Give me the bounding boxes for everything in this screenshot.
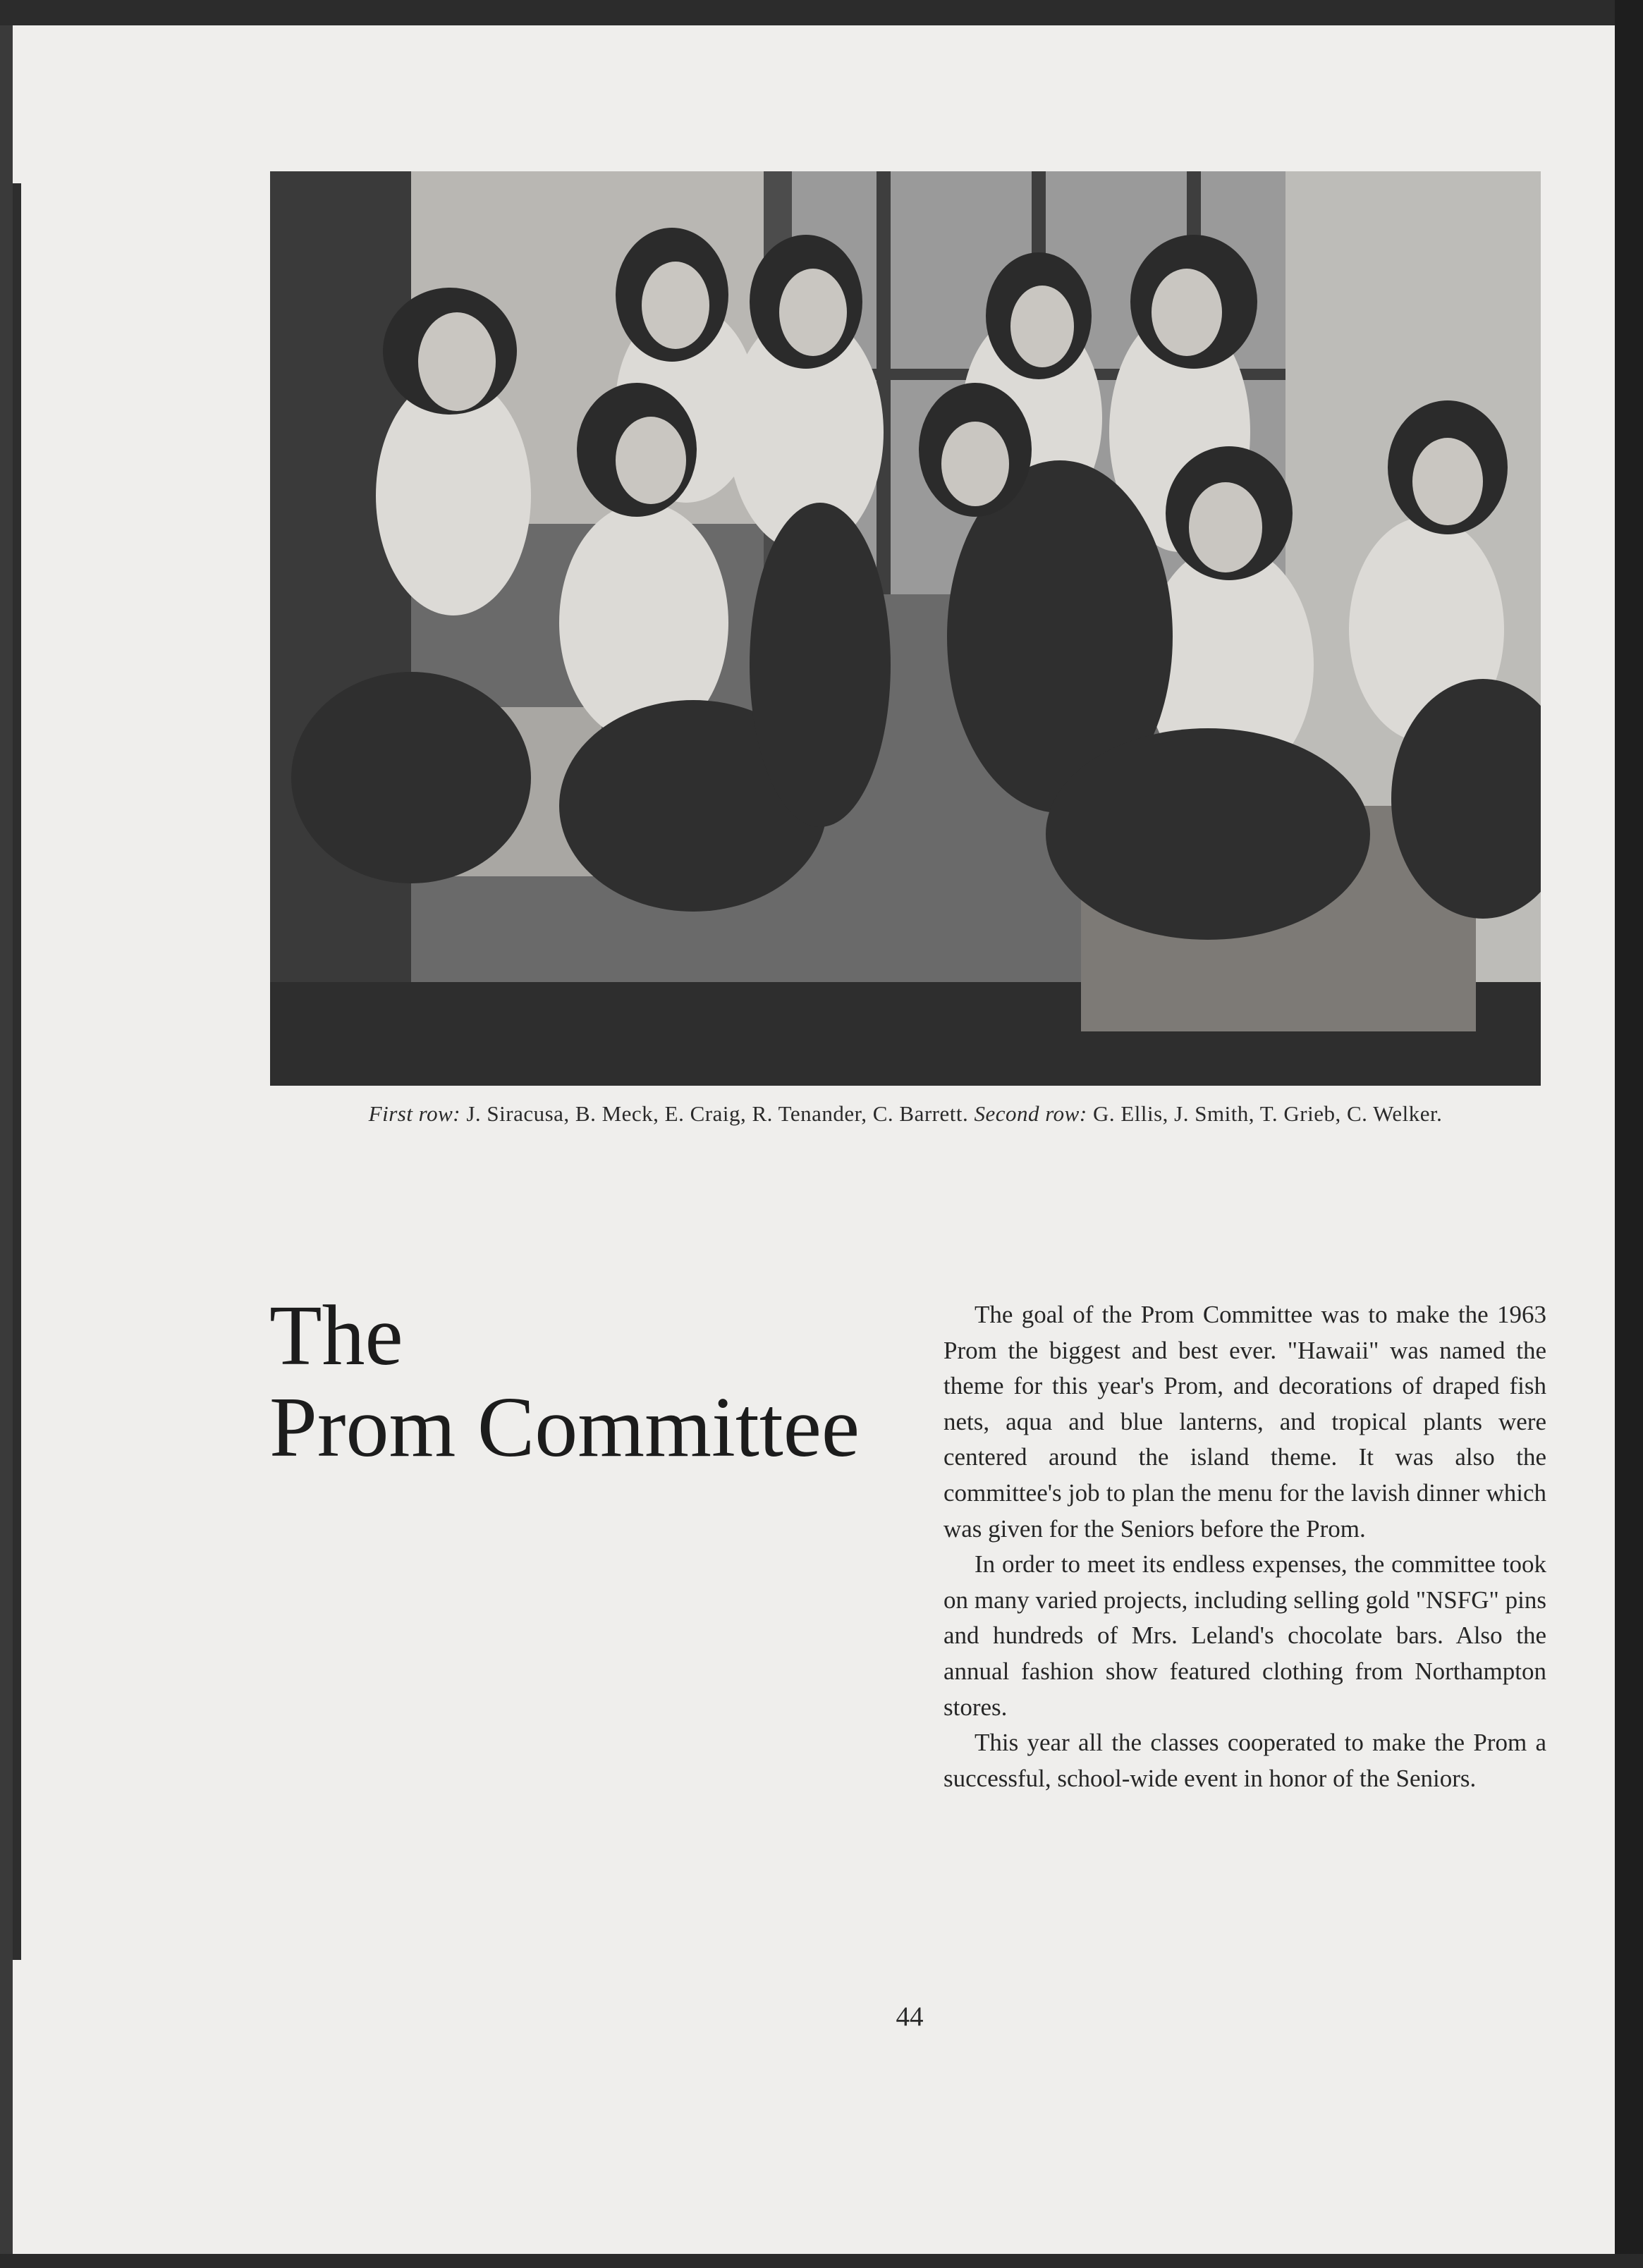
body-paragraph: In order to meet its endless expenses, the committee took on many varied projects, including selling gold "NSFG" pins and hundreds of Mrs. Leland's chocolate bars. Also the annual fashion show featured clothing from Northampton stores.: [943, 1550, 1546, 1721]
body-paragraph: The goal of the Prom Committee was to make the 1963 Prom the biggest and best ever. "Hawaii" was named the theme for this year's Prom, and decorations of draped fish nets, aqua and blue lanterns, and tropical plants were centered around the island theme. It was also the committee's job to plan the menu for the lavish dinner which was given for the Seniors before the Prom.: [943, 1301, 1546, 1543]
scan-border-left: [13, 183, 21, 1960]
scan-border-right: [1615, 0, 1643, 2268]
group-photo-drawing: [270, 171, 1541, 1086]
group-photo: [270, 171, 1541, 1086]
article-heading: [269, 1290, 904, 1473]
body-paragraph: This year all the classes cooperated to make the Prom a successful, school-wide event in honor of the Seniors.: [943, 1729, 1546, 1792]
photo-caption: [270, 1101, 1541, 1127]
page-number: 44: [896, 2002, 924, 2032]
article-body: [943, 1297, 1546, 1796]
caption-first-row-names: J. Siracusa, B. Meck, E. Craig, R. Tenander, C. Barrett.: [460, 1101, 975, 1126]
scan-border-top: [0, 0, 1643, 25]
heading-line-1: The: [269, 1288, 403, 1383]
scan-border-bottom: [0, 2254, 1643, 2268]
heading-line-2: Prom Committee: [269, 1380, 860, 1475]
caption-second-row-label: Second row:: [974, 1101, 1087, 1126]
caption-first-row-label: First row:: [368, 1101, 461, 1126]
caption-second-row-names: G. Ellis, J. Smith, T. Grieb, C. Welker.: [1087, 1101, 1443, 1126]
